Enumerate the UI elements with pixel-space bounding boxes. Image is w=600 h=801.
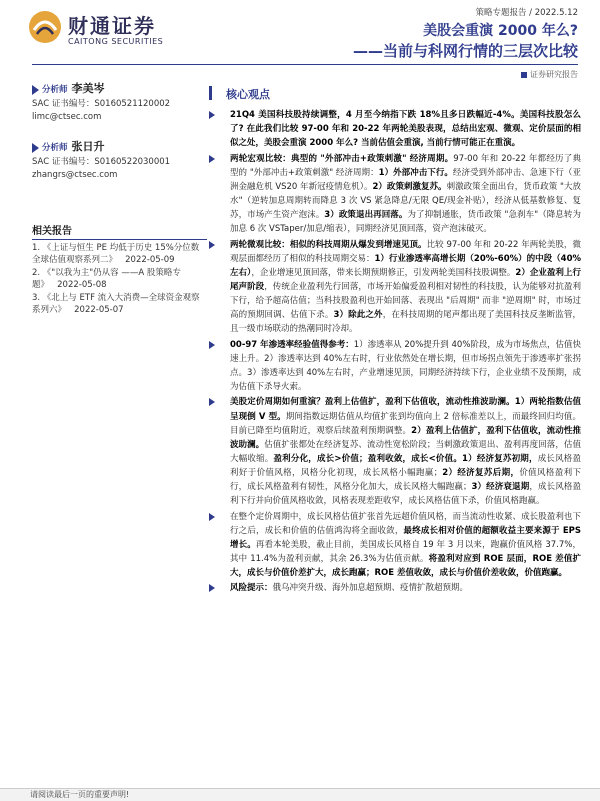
core-view-paragraph (209, 581, 581, 595)
analyst-cert: SAC 证书编号：S0160522030001 (32, 157, 171, 167)
text-run: 俄乌冲突升级、海外加息超预期、疫情扩散超预期。 (272, 583, 469, 594)
paragraph-bullet-icon (209, 155, 215, 163)
bold-text-run: 盈利分化，成长>价值；盈利收敛，成长<价值。1）经济复苏初期， (273, 453, 538, 464)
bold-text-run: 21Q4 美国科技股持续调整，4 月至今纳指下跌 18%且多日跌幅近-4%。美国科技股怎么了? 在此我们比较 97-00 年和 20-22 年两轮美股表现，总结出宏观、微观、定价层面的相似之处，美股会重演 2000 年么? 当前估值会重演, 当前行情可能正在重演。 (230, 110, 581, 149)
page-footer (0, 788, 600, 801)
related-report-item[interactable] (32, 293, 207, 316)
related-report-title: 3. 《北上与 ETF 流入大消费—全球资金观察系列六》 (32, 293, 200, 315)
logo-english-name: CAITONG SECURITIES (68, 37, 164, 46)
report-category-date: 策略专题报告 / 2022.5.12 (475, 8, 578, 18)
related-report-date: 2022-05-08 (57, 279, 107, 290)
bold-text-run: 2）政策刺激复苏。 (372, 181, 447, 192)
text-run: 为了抑制通胀，货币政策 "急刹车"（降息转为加息 6 次 VSTaper/加息/缩表），同期经济见顶回落，资产泡沫破灭。 (230, 210, 581, 235)
text-run: 再看本轮美股，截止目前，美国成长风格自 19 年 3 月以来，跑赢价值风格 37.7%，其中 11.4%为盈利贡献，其余 26.3%为估值贡献。 (230, 539, 581, 564)
bold-text-run: 2）经济复苏后期， (442, 467, 520, 478)
section-title: 核心观点 (226, 88, 270, 101)
paragraph-bullet-icon (209, 111, 215, 119)
related-report-item[interactable] (32, 243, 207, 266)
text-run: 在整个定价周期中，成长风格估值扩张首先远超价值风格，而当流动性收紧、成长股盈利也下行之后，成长和价值的估值鸿沟将全面收敛， (230, 511, 581, 536)
square-bullet-icon (521, 72, 527, 78)
bold-text-run: 美股定价周期如何重演？盈利上估值扩，盈利下估值收，流动性推波助澜。1）两轮指数估值呈现倒 V 型。 (230, 397, 581, 422)
report-title: 美股会重演 2000 年么? (423, 23, 578, 39)
related-reports-title: 相关报告 (32, 222, 207, 240)
analyst-arrow-icon (32, 143, 39, 153)
related-reports (32, 222, 207, 318)
analyst-name: 张日升 (71, 140, 105, 153)
core-view-paragraph (209, 395, 581, 508)
core-views-body (209, 108, 581, 597)
paragraph-bullet-icon (209, 513, 215, 521)
paragraph-bullet-icon (209, 341, 215, 349)
bold-text-run: 两轮微观比较：相似的科技周期从爆发到增速见顶。 (230, 239, 427, 250)
analyst-cert: SAC 证书编号：S0160521120002 (32, 99, 171, 109)
text-run: ，传统企业盈利先行回落，市场开始偏爱盈利相对韧性的科技股，认为能够对抗盈利下行，给予超高估值；当科技股盈利也开始回落、表现出 "后周期" 而非 "逆周期" 时，市场过高的预期回调、估值下杀。 (230, 281, 581, 321)
analyst-card (32, 140, 207, 182)
analyst-name: 李美岑 (71, 82, 105, 95)
text-run: 期间指数远期估值从均值扩张到均值向上 2 倍标准差以上，而最终回归均值。目前已降至均值附近，观察后续盈利预期调整。 (230, 411, 581, 436)
analyst-email[interactable]: limc@ctsec.com (32, 112, 102, 122)
text-run: 估值扩张都处在经济复苏、流动性宽松阶段；当刺激政策退出、盈利再度回落，估值大幅收缩。 (230, 439, 581, 464)
bold-text-run: 3）除此之外 (333, 310, 383, 321)
report-type-text: 证券研究报告 (530, 70, 578, 79)
text-run: 1）渗透率从 20%提升到 40%阶段，成为市场焦点，估值快速上升。2）渗透率达到 40%左右时，行业依然处在增长期，但市场拐点领先于渗透率扩张拐点。3）渗透率达到 40%左右时，产业增速见顶，同期经济持续下行，企业业绩不及预期，成为估值下杀导火索。 (230, 339, 581, 392)
core-view-paragraph (209, 238, 581, 337)
report-subtitle: ——当前与科网行情的三层次比较 (352, 42, 578, 60)
text-run: 经济受到外部冲击、急速下行（亚洲金融危机 VS20 年新冠疫情危机）。 (230, 167, 581, 192)
text-run: 97-00 年和 20-22 年都经历了典型的 "外部冲击+政策刺激" 经济周期： (230, 153, 581, 178)
bold-text-run: 00-97 年渗透率经验值得参考： (230, 339, 354, 350)
report-type-label (521, 69, 578, 80)
related-report-date: 2022-05-09 (125, 254, 175, 265)
bold-text-run: 1）外部冲击下行。 (378, 167, 453, 178)
analyst-role: 分析师 (42, 143, 68, 153)
bold-text-run: 1）行业渗透率高增长期（20%-60%）的中段（40%左右） (230, 253, 581, 278)
logo-emblem-icon (28, 10, 62, 44)
analyst-card (32, 82, 207, 124)
bold-text-run: 将盈利对应到 ROE 层面，ROE 差值扩大，成长与价值价差扩大，成长跑赢；ROE 差值收敛，成长与价值价差收敛，价值跑赢。 (230, 553, 581, 578)
core-view-paragraph (209, 510, 581, 580)
text-run: ，在科技周期的尾声都出现了美国科技反垄断监管，且一级市场联动的热潮同时冷却。 (230, 310, 581, 335)
related-reports-list (32, 243, 207, 316)
text-run: 成长风格盈利好于价值风格，风格分化初现，成长风格小幅跑赢； (230, 453, 581, 478)
text-run: 比较 97-00 年和 20-22 年两轮美股，微观层面都经历了相似的科技周期交易： (230, 239, 581, 264)
text-run: 刺激政策全面出台，货币政策 "大放水"（逆转加息周期转而降息 3 次 VS 紧急降息/无限 QE/现金补贴），经济从低基数修复、复苏，市场产生资产泡沫。 (230, 181, 581, 221)
related-report-date: 2022-05-07 (74, 304, 124, 315)
related-report-title: 1. 《上证与恒生 PE 均低于历史 15%分位数 全球估值观察系列二》 (32, 243, 200, 265)
core-view-paragraph (209, 152, 581, 237)
core-view-paragraph (209, 338, 581, 394)
text-run: 价值风格盈利下行，成长风格盈利有韧性，风格分化加大，成长风格大幅跑赢； (230, 467, 581, 492)
bold-text-run: 3）经济衰退期 (471, 482, 530, 492)
bold-text-run: 2）企业盈利上行尾声阶段 (230, 267, 581, 292)
analyst-arrow-icon (32, 85, 39, 95)
related-report-title: 2. 《"以我为主"仍从容 ——A 股策略专题》 (32, 268, 181, 290)
bold-text-run: 3）政策退出再回落。 (324, 210, 408, 221)
paragraph-bullet-icon (209, 584, 215, 592)
bold-text-run: 两轮宏观比较：典型的 "外部冲击+政策刺激" 经济周期。 (230, 153, 454, 164)
logo-chinese-name: 财通证券 (68, 14, 156, 38)
analyst-role: 分析师 (42, 85, 68, 95)
bold-text-run: 最终成长相对价值的超额收益主要来源于 EPS 增长。 (230, 525, 581, 550)
text-run: ，企业增速见顶回落，带来长期预期修正，引发两轮美国科技股调整。 (251, 267, 516, 278)
core-view-paragraph (209, 108, 581, 150)
header-divider (32, 64, 578, 65)
related-report-item[interactable] (32, 268, 207, 291)
company-logo (28, 8, 208, 52)
text-run: ，成长风格盈利下行并向价值风格收敛，风格表现差距收窄，成长风格估值下杀，价值风格跑赢。 (230, 482, 581, 507)
paragraph-bullet-icon (209, 241, 215, 249)
section-accent-bar (209, 86, 212, 100)
bold-text-run: 风险提示： (230, 583, 273, 594)
footer-disclaimer: 请阅读最后一页的重要声明! (30, 790, 130, 799)
bold-text-run: 2）盈利上估值扩，盈利下估值收，流动性推波助澜。 (230, 425, 581, 450)
paragraph-bullet-icon (209, 398, 215, 406)
analyst-email[interactable]: zhangrs@ctsec.com (32, 170, 118, 180)
